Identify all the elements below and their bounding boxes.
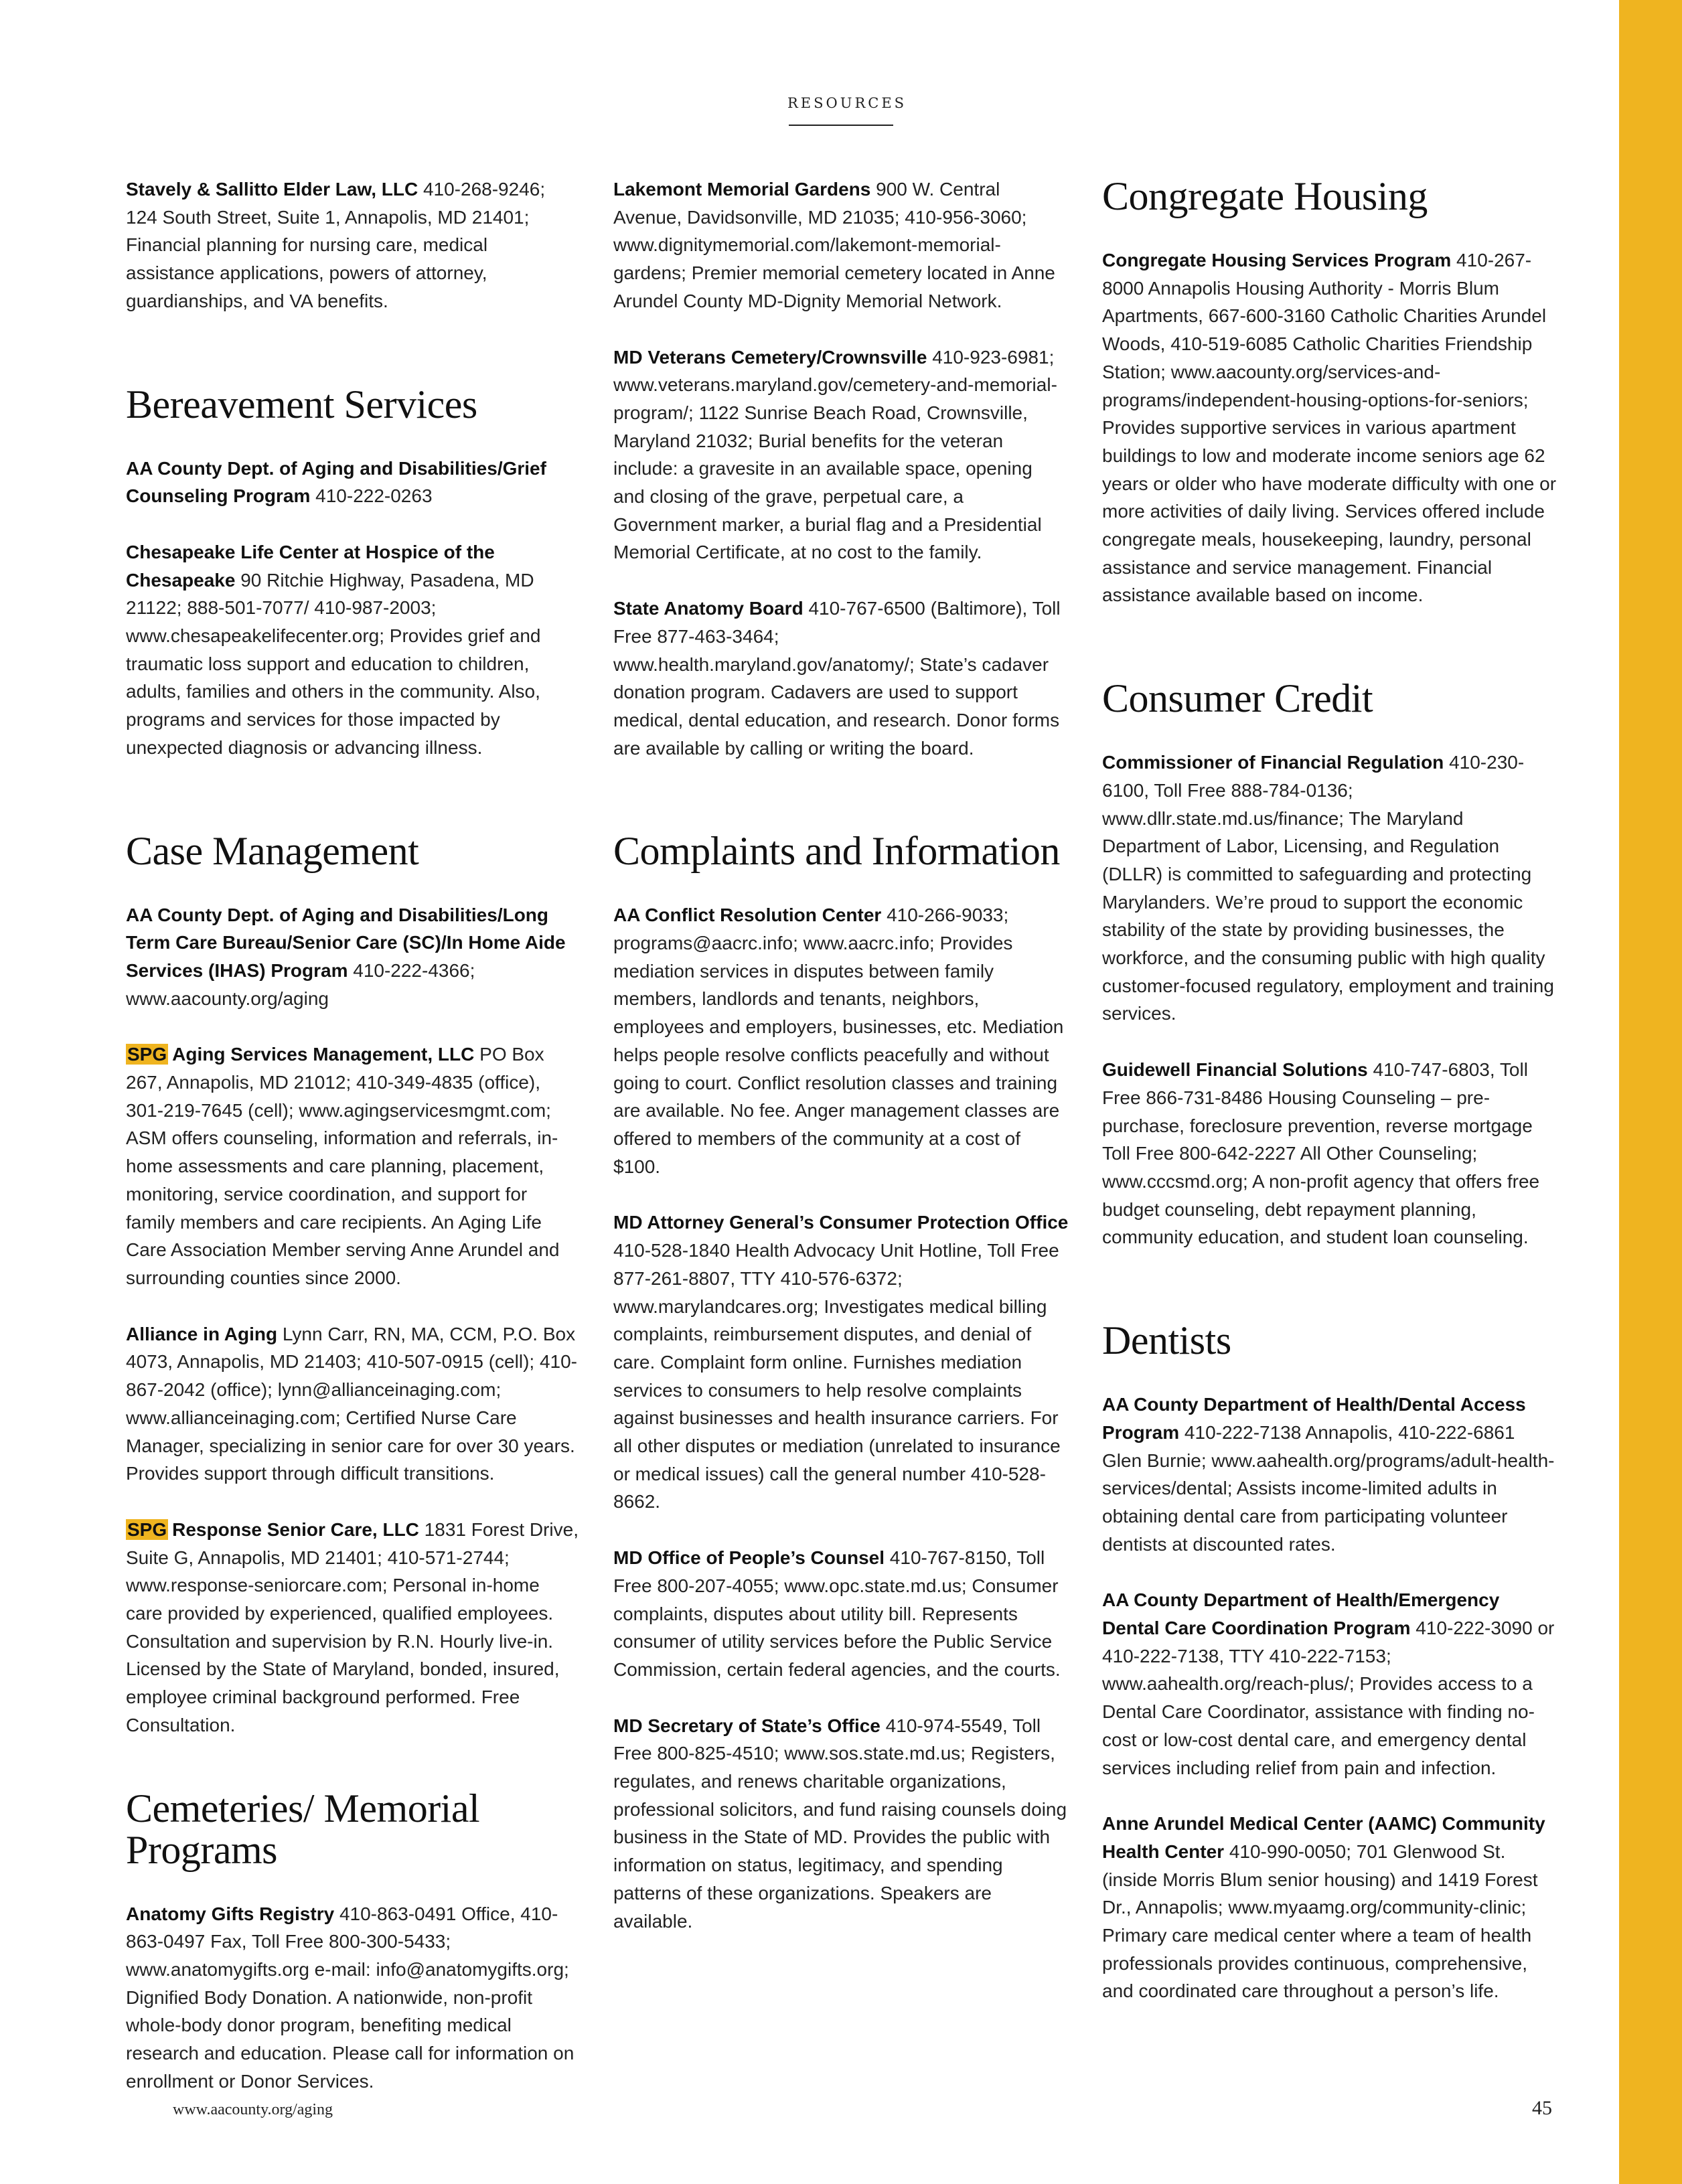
section-heading-complaints: Complaints and Information bbox=[613, 829, 1060, 874]
column-2 bbox=[613, 175, 1069, 1963]
listing: AA County Department of Health/Dental Access Program 410-222-7138 Annapolis, 410-222-6861 Glen Burnie; www.aahealth.org/programs/adult-health-services/dental; Assists income-limited adults in obtaining dental care from participating volunteer dentists at discounted rates. bbox=[1102, 1394, 1555, 1555]
listing: Alliance in Aging Lynn Carr, RN, MA, CCM, P.O. Box 4073, Annapolis, MD 21403; 410-507-0915 (cell); 410-867-2042 (office); lynn@allianceinaging.com; www.allianceinaging.com; Certified Nurse Care Manager, specializing in senior care for over 30 years. Provides support through difficult transitions. bbox=[126, 1323, 577, 1484]
listing: Congregate Housing Services Program 410-267-8000 Annapolis Housing Authority - Morris Blum Apartments, 667-600-3160 Catholic Charities Arundel Woods, 410-519-6085 Catholic Charities Friendship Station; www.aacounty.org/services-and-programs/independent-housing-options-for-seniors; Provides supportive services in various apartment buildings to low and moderate income seniors age 62 years or older who have moderate difficulty with one or more activities of daily living. Services offered include congregate meals, housekeeping, laundry, personal assistance and service management. Financial assistance available based on income. bbox=[1102, 250, 1557, 606]
section-heading-dentists: Dentists bbox=[1102, 1318, 1231, 1363]
listing: State Anatomy Board 410-767-6500 (Baltimore), Toll Free 877-463-3464; www.health.maryland.gov/anatomy/; State’s cadaver donation program. Cadavers are used to support medical, dental education, and research. Donor forms are available by calling or writing the board. bbox=[613, 598, 1061, 759]
listing: Chesapeake Life Center at Hospice of the Chesapeake 90 Ritchie Highway, Pasadena, MD 21122; 888-501-7077/ 410-987-2003; www.chesapeakelifecenter.org; Provides grief and traumatic loss support and education to children, adults, families and others in the community. Also, programs and services for those impacted by unexpected diagnosis or advancing illness. bbox=[126, 541, 541, 758]
column-3 bbox=[1102, 175, 1557, 2033]
listing: SPG Aging Services Management, LLC PO Box 267, Annapolis, MD 21012; 410-349-4835 (office), 301-219-7645 (cell); www.agingservicesmgmt.com; ASM offers counseling, information and referrals, in-home assessments and care planning, placement, monitoring, service coordination, and support for family members and care recipients. An Aging Life Care Association Member serving Anne Arundel and surrounding counties since 2000. bbox=[126, 1044, 560, 1288]
accent-side-bar bbox=[1619, 0, 1682, 2184]
column-1 bbox=[126, 175, 581, 2123]
listing: AA County Dept. of Aging and Disabilities/Grief Counseling Program 410-222-0263 bbox=[126, 457, 546, 507]
listing: MD Secretary of State’s Office 410-974-5549, Toll Free 800-825-4510; www.sos.state.md.us; Registers, regulates, and renews charitable organizations, professional solicitors, and fund raising counsels doing business in the State of MD. Provides the public with information on status, legitimacy, and spending patterns of these organizations. Speakers are available. bbox=[613, 1715, 1067, 1932]
section-heading-consumer-credit: Consumer Credit bbox=[1102, 676, 1373, 721]
listing: MD Veterans Cemetery/Crownsville 410-923-6981; www.veterans.maryland.gov/cemetery-and-memorial-program/; 1122 Sunrise Beach Road, Crownsville, Maryland 21032; Burial benefits for the veteran include: a gravesite in an available space, opening and closing of the grave, perpetual care, a Government marker, a burial flag and a Presidential Memorial Certificate, at no cost to the family. bbox=[613, 346, 1057, 563]
listing: Anne Arundel Medical Center (AAMC) Community Health Center 410-990-0050; 701 Glenwood St. (inside Morris Blum senior housing) and 1419 Forest Dr., Annapolis; www.myaamg.org/community-clinic; Primary care medical center where a team of health professionals provides continuous, comprehensive, and coordinated care throughout a person’s life. bbox=[1102, 1813, 1545, 2002]
listing: Commissioner of Financial Regulation 410-230-6100, Toll Free 888-784-0136; www.dllr.state.md.us/finance; The Maryland Department of Labor, Licensing, and Regulation (DLLR) is committed to safeguarding and protecting Marylanders. We’re proud to support the economic stability of the state by providing businesses, the workforce, and the consuming public with high quality customer-focused regulatory, employment and training services. bbox=[1102, 752, 1554, 1024]
running-head: RESOURCES bbox=[787, 95, 907, 111]
listing: AA Conflict Resolution Center 410-266-9033; programs@aacrc.info; www.aacrc.info; Provides mediation services in disputes between family members, landlords and tenants, neighbors, employees and employers, businesses, etc. Mediation helps people resolve conflicts peacefully and without going to court. Conflict resolution classes and training are available. No fee. Anger management classes are offered to members of the community at a cost of $100. bbox=[613, 905, 1064, 1177]
section-heading-bereavement: Bereavement Services bbox=[126, 382, 477, 426]
section-heading-case-management: Case Management bbox=[126, 828, 419, 873]
running-head-rule bbox=[789, 125, 893, 126]
section-heading-cemeteries: Cemeteries/ Memorial Programs bbox=[126, 1786, 480, 1872]
listing: SPG Response Senior Care, LLC 1831 Forest Drive, Suite G, Annapolis, MD 21401; 410-571-2744; www.response-seniorcare.com; Personal in-home care provided by experienced, qualified employees. Consultation and supervision by R.N. Hourly live-in. Licensed by the State of Maryland, bonded, insured, employee criminal background performed. Free Consultation. bbox=[126, 1518, 579, 1735]
listing: Anatomy Gifts Registry 410-863-0491 Office, 410-863-0497 Fax, Toll Free 800-300-5433; www.anatomygifts.org e-mail: info@anatomygifts.org; Dignified Body Donation. A nationwide, non-profit whole-body donor program, benefiting medical research and education. Please call for information on enrollment or Donor Services. bbox=[126, 1903, 575, 2092]
spg-badge: SPG bbox=[127, 1044, 167, 1065]
listing-stavely: Stavely & Sallitto Elder Law, LLC 410-268-9246; 124 South Street, Suite 1, Annapolis, MD 21401; Financial planning for nursing care, medical assistance applications, powers of attorney, guardianships, and VA benefits. bbox=[126, 179, 546, 311]
page-number: 45 bbox=[1532, 2097, 1552, 2119]
listing: AA County Department of Health/Emergency Dental Care Coordination Program 410-222-3090 or 410-222-7138, TTY 410-222-7153; www.aahealth.org/reach-plus/; Provides access to a Dental Care Coordinator, assistance with finding no-cost or low-cost dental care, and emergency dental services including relief from pain and infection. bbox=[1102, 1589, 1555, 1778]
footer-url-link[interactable]: www.aacounty.org/aging bbox=[173, 2101, 333, 2118]
section-heading-congregate-housing: Congregate Housing bbox=[1102, 174, 1428, 218]
spg-badge: SPG bbox=[127, 1518, 167, 1540]
listing: Guidewell Financial Solutions 410-747-6803, Toll Free 866-731-8486 Housing Counseling – pre-purchase, foreclosure prevention, reverse mortgage Toll Free 800-642-2227 All Other Counseling; www.cccsmd.org; A non-profit agency that offers free budget counseling, debt repayment planning, community education, and student loan counseling. bbox=[1102, 1059, 1540, 1248]
listing: MD Office of People’s Counsel 410-767-8150, Toll Free 800-207-4055; www.opc.state.md.us; Consumer complaints, disputes about utility bill. Represents consumer of utility services before the Public Service Commission, certain federal agencies, and the courts. bbox=[613, 1547, 1061, 1680]
listing: MD Attorney General’s Consumer Protection Office 410-528-1840 Health Advocacy Unit Hotline, Toll Free 877-261-8807, TTY 410-576-6372; www.marylandcares.org; Investigates medical billing complaints, reimbursement disputes, and denial of care. Complaint form online. Furnishes mediation services to consumers to help resolve complaints against businesses and health insurance carriers. For all other disputes or mediation (unrelated to insurance or medical issues) call the general number 410-528-8662. bbox=[613, 1212, 1069, 1512]
listing: AA County Dept. of Aging and Disabilities/Long Term Care Bureau/Senior Care (SC)/In Home Aide Services (IHAS) Program 410-222-4366; www.aacounty.org/aging bbox=[126, 904, 566, 1009]
listing: Lakemont Memorial Gardens 900 W. Central Avenue, Davidsonville, MD 21035; 410-956-3060; www.dignitymemorial.com/lakemont-memorial-gardens; Premier memorial cemetery located in Anne Arundel County MD-Dignity Memorial Network. bbox=[613, 179, 1055, 311]
